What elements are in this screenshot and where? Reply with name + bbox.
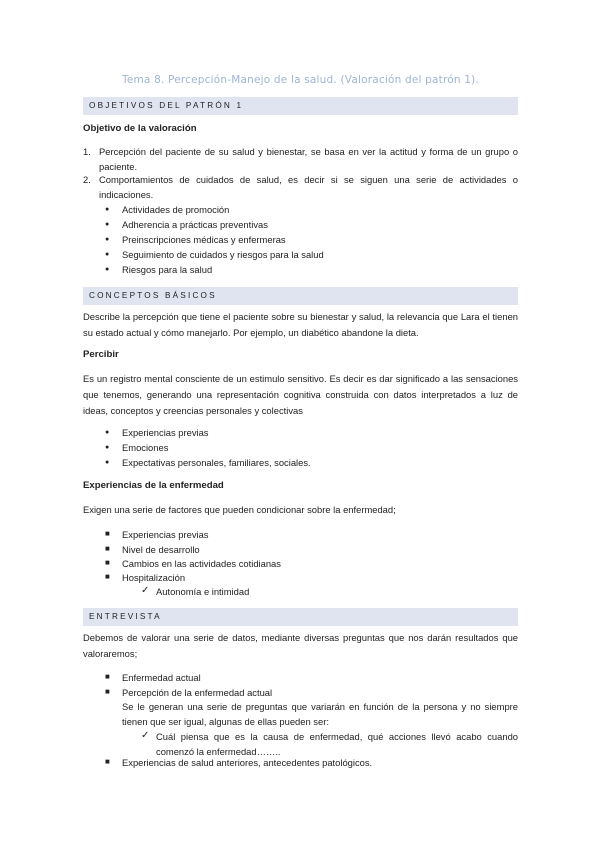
square-bullet-icon: ■ [105,529,110,538]
bullet-icon: ● [105,444,110,451]
conceptos-intro: Describe la percepción que tiene el paciente sobre su bienestar y salud, la relevancia que Lara el tienen su estado actual y cómo manejarlo. Por ejemplo, un diabético abandone la dieta. [83,311,518,338]
list-item: ■ Experiencias previas [122,527,209,542]
square-bullet-icon: ■ [105,558,110,567]
bullet-icon: ● [105,251,110,258]
checkmark-icon: ✓ [141,585,150,596]
item-text: Comportamientos de cuidados de salud, es decir si se siguen una serie de actividades o indicaciones. [99,174,518,200]
bullet-icon: ● [105,266,110,273]
list-item: ● Emociones [105,442,169,453]
list-item: ● Seguimiento de cuidados y riesgos para la salud [105,249,324,260]
bullet-icon: ● [105,429,110,436]
bullet-icon: ● [105,206,110,213]
subheading-experiencias: Experiencias de la enfermedad [83,480,224,491]
percibir-text: Es un registro mental consciente de un estimulo sensitivo. Es decir es dar significado a las sensaciones que tenemos, generando una representación cognitiva construida con datos interpretados a luz de ideas, conceptos y creencias personales y colectivas [83,373,518,416]
checkmark-icon: ✓ [141,730,150,741]
list-item: ■ Experiencias de salud anteriores, antecedentes patológicos. [122,755,372,770]
subheading-percibir: Percibir [83,349,119,360]
square-bullet-icon: ■ [105,544,110,553]
square-bullet-icon: ■ [105,687,110,696]
section-header-objetivos: OBJETIVOS DEL PATRÓN 1 [83,97,518,115]
bullet-icon: ● [105,221,110,228]
document-title: Tema 8. Percepción-Manejo de la salud. (Valoración del patrón 1). [122,74,479,86]
item-number: 1. [83,146,91,157]
list-item: ■ Percepción de la enfermedad actual [122,685,272,700]
item-text: Percepción del paciente de su salud y bienestar, se basa en ver la actitud y forma de un grupo o paciente. [99,146,518,172]
list-item: ● Preinscripciones médicas y enfermeras [105,234,286,245]
square-bullet-icon: ■ [105,572,110,581]
experiencias-text: Exigen una serie de factores que pueden condicionar sobre la enfermedad; [83,504,396,515]
list-item: ✓ Cuál piensa que es la causa de enfermedad, qué acciones llevó acabo cuando comenzó la enfermedad…….. [141,730,518,757]
numbered-item-1 [83,144,518,174]
square-bullet-icon: ■ [105,757,110,766]
section-header-conceptos: CONCEPTOS BÁSICOS [83,287,518,305]
list-item: ■ Hospitalización [122,570,185,585]
list-item: ● Riesgos para la salud [105,264,213,275]
list-item: ■ Cambios en las actividades cotidianas [122,556,281,571]
list-item: ✓ Autonomía e intimidad [141,585,250,597]
list-item: ■ Enfermedad actual [122,670,201,685]
square-bullet-icon: ■ [105,672,110,681]
list-item: ● Adherencia a prácticas preventivas [105,219,268,230]
item-number: 2. [83,174,91,185]
subheading-objetivo-valoracion: Objetivo de la valoración [83,123,197,134]
numbered-item-2 [83,172,518,202]
list-item: ■ Nivel de desarrollo [122,542,200,557]
bullet-icon: ● [105,459,110,466]
entrevista-intro: Debemos de valorar una serie de datos, mediante diversas preguntas que nos darán resultados que valoraremos; [83,632,518,659]
bullet-icon: ● [105,236,110,243]
section-header-entrevista: ENTREVISTA [83,608,518,626]
entrevista-note: Se le generan una serie de preguntas que variarán en función de la persona y no siempre tienen que ser igual, algunas de ellas pueden ser: [122,701,518,727]
list-item: ● Actividades de promoción [105,204,230,215]
list-item: ● Expectativas personales, familiares, sociales. [105,457,311,468]
list-item: ● Experiencias previas [105,427,209,438]
